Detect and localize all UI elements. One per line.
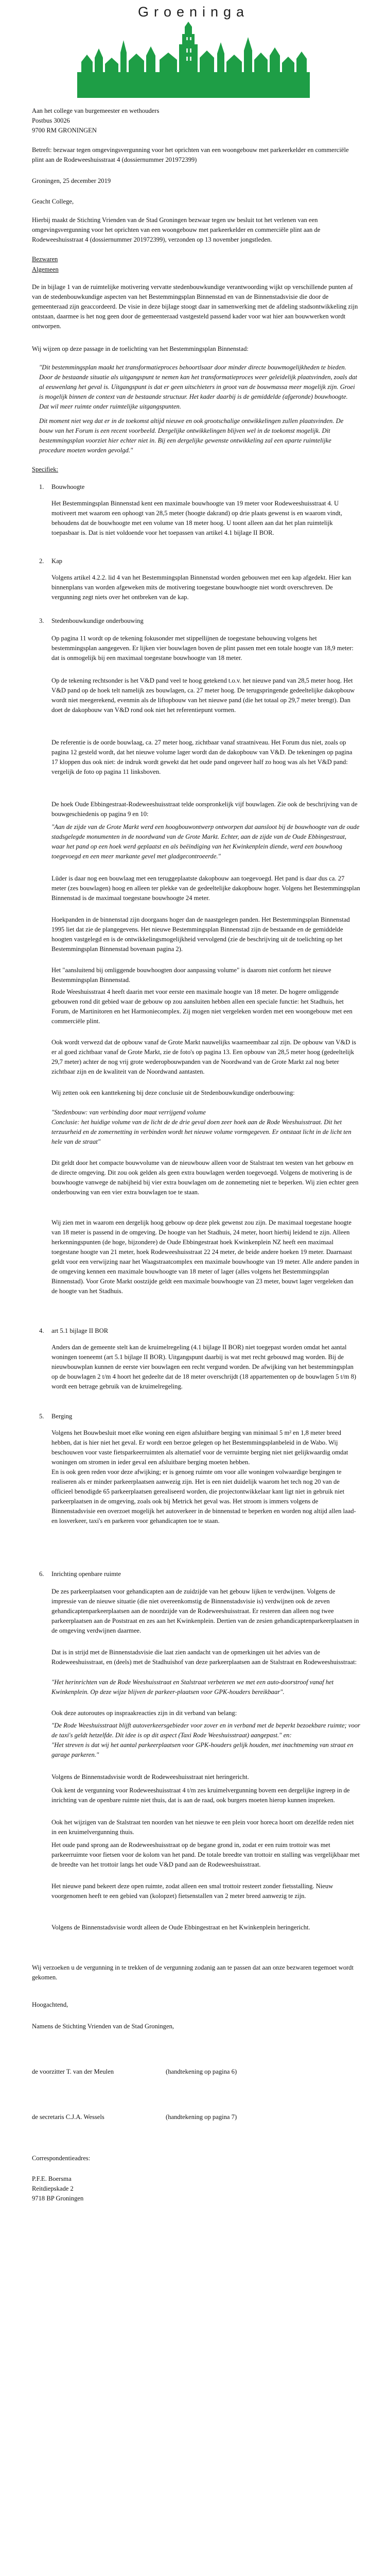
subject-line: Betreft: bezwaar tegen omgevingsvergunning voor het oprichten van een woongebouw met parkeerkelder en commerciële plint aan de Rodeweeshuisstraat 4 (dossiernummer 201972399) (32, 146, 349, 163)
stedenbouw-quote: "Stedenbouw: van verbinding door maat verrijgend volume Conclusie: het huidige volume van de licht de de drie geval doen zeer hoek aan de Rode Weeshuisstraat. Dit het terzuurheid en de zomernetting in verbinden wordt het nieuwe volume vormgegeven. Er ontstaat licht in de licht ten hele van de straat" (51, 1109, 351, 1145)
section-title-openbare-ruimte: Inrichting openbare ruimte (51, 1570, 121, 1578)
brand-name: Groeninga (137, 4, 250, 20)
address-line: 9700 RM GRONINGEN (32, 127, 97, 134)
stedenbouw-paragraph: Wij zien met in waarom een dergelijk hoog gebouw op deze plek gewenst zou zijn. De maximaal toegestane hoogte van 18 meter is passend in de omgeving. De hoogte van het Stadhuis, 24 meter, hoort hierbij leidend te zijn. Alleen herkenningspunten (de hoge, bijzondere) de Oude Ebbingestraat hoek Kwinkenplein NZ heeft een maximaal toegestane hoogte van 21 meter, hoek Rodeweeshuisstraat 22 24 meter, de beide andere hoeken 19 meter. Daarnaast geldt voor een verwijzing naar het Waagstraatcomplex een maximale bouwhoogte van 19 meter. Alle andere panden in de omgeving kennen een maximale bouwhoogte van 18 meter of lager (alles volgens het Bestemmingsplan Binnenstad). Voor Grote Markt oostzijde geldt een maximale bouwhoogte van 23 meter, bouwt lager vergeleken dan de hoogte van het Stadhuis. (51, 1219, 359, 1295)
openbare-ruimte-paragraph: Het nieuwe pand bekeert deze open ruimte, zodat alleen een smal trottoir resteert zonder fietsstalling. Nieuw voorgenomen heeft te een gebied van (kolopzet) fietsenstallen van 2 meter breed aanwezig te zijn. (51, 1883, 333, 1900)
stedenbouw-paragraph: Ook wordt verwezd dat de opbouw vanaf de Grote Markt nauwelijks waarneembaar zal zijn. De opbouw van V&D is er al goed zichtbaar vanaf de Grote Markt, zie de foto's op pagina 13. Een opbouw van 28,5 meter hoog (gedeeltelijk 29,7 meter) achter de nog vrij grote wederopbouwpanden van de Noordwand van de Grote Markt zal nog beter zichtbaar zijn en de kwaliteit van de Noordwand aantasten. (51, 1039, 356, 1075)
heading-algemeen: Algemeen (32, 266, 59, 273)
quote-bestemmingsplan-2: Dit moment niet weg dat er in de toekomst altijd nieuwe en ook grootschalige ontwikkelingen zullen plaatsvinden. De bouw van het Forum is een recent voorbeeld. Dergelijke ontwikkelingen blijven wel in de toekomst mogelijk. Dit bestemmingsplan voorziet hier echter niet in. Bij een dergelijke gewenste ontwikkeling zal een aparte ruimtelijke procedure moeten worden gevolgd." (39, 417, 344, 454)
openbare-ruimte-paragraph: Ook kent de vergunning voor Rodeweeshuisstraat 4 t/m zes kruimelvergunning bovem een dergelijke ingreep in de inrichting van de openbare ruimte niet thuis, dat is aan de raad, ook burgers moeten hierop kunnen inspreken. (51, 1787, 350, 1804)
openbare-ruimte-paragraph: Ook deze autoroutes op inspraakreacties zijn in dit verband van belang: (51, 1709, 237, 1717)
address-line: Aan het college van burgemeester en wethouders (32, 107, 160, 114)
openbare-ruimte-quote: "De Rode Weeshuisstraat blijft autoverkeersgebieder voor zover en in verband met de beperkt bezoekbare ruimte; voor de taxi's geldt hetzelfde. Dit idee is op dit aspect (Taxi Rode Weeshuisstraat) aangepast." en: "Het streven is dat wij het aantal parkeerplaatsen voor GPK-houders gelijk houden, met inachtneming van straat en garage parkeren." (51, 1722, 360, 1758)
names-intro: Namens de Stichting Vrienden van de Stad Groningen, (32, 2023, 174, 2030)
signer-chair-name: de voorzitter T. van der Meulen (32, 2068, 114, 2075)
recipient-address (32, 106, 361, 135)
openbare-ruimte-paragraph: Dat is in strijd met de Binnenstadsvisie die laat zien aandacht van de opmerkingen uit het advies van de Rodeweeshuisstraat, en (deels) met de Stadhuishof van deze parkeerplaatsen aan de Stalstraat en Rodeweeshuisstraat: (51, 1649, 357, 1666)
heading-specifiek: Specifiek: (32, 466, 59, 473)
openbare-ruimte-paragraph: Ook het wijzigen van de Stalstraat ten noorden van het nieuwe te een plein voor horeca hoort om dezelfde reden niet in een kruimelvergunning thuis. (51, 1819, 354, 1836)
correspondence-address (32, 2174, 361, 2204)
heading-bezwaren: Bezwaren (32, 256, 58, 263)
openbare-ruimte-paragraph: Volgens de Binnenstadsvisie wordt alleen de Oude Ebbingestraat en het Kwinkenplein heringericht. (51, 1924, 310, 1931)
section-body-berging: Volgens het Bouwbesluit moet elke woning een eigen afsluitbare berging van minimaal 5 m² en 1,8 meter breed hebben, dat is hier niet het geval. Er wordt een berzoe gelegen op het Bestemmingsplanbeleid in de Wabo. Wij beschouwen voor vaste fietsparkeerruimten als alternatief voor de verruimte berging niet niet gelijkwaardig omdat woningen om stromen in ieder geval een afsluitbare berging moeten hebben. En is ook geen reden voor deze afwijking; er is genoeg ruimte om voor alle woningen volwaardige bergingen te realiseren als er minder parkeerplaatsen aanwezig zijn. Het is een niet duidelijk waarom het tech nog 20 van de officieel benodigde 65 parkeerplaatsen gerealiseerd worden, die projectontwikkelaar kant ligt niet in gebruik niet parkeerplaatsen in de omgeving, zoals ook bij Metrick het geval was. Het stroom is immers volgens de Binnenstadsvisie een overzoet mogelijk het autoverkeer in de binnenstad te beperken en worden nog altijd allen laad- en losverkeer, taxi's en parkeren voor gehandicapten toe te staan. (51, 1429, 356, 1524)
intro-paragraph: Hierbij maakt de Stichting Vrienden van de Stad Groningen bezwaar tegen uw besluit tot het verlenen van een omgevingsvergunning voor het oprichten van een woongebouw met parkeerkelder en commerciële plint aan de Rodeweeshuisstraat 4 (dossiernummer 201972399), verzonden op 13 november jongstleden. (32, 216, 321, 243)
quote-bestemmingsplan: "Dit bestemmingsplan maakt het transformatieproces behoortlsaar door minder directe bouwmogelijkheden te bieden. Door de bestaande situatie als uitgangspunt te nemen kan het transformatieproces weer geleidelijk plaatsvinden, zoals dat al eeuwenlang het geval is. Uitgangspunt is dat er geen uitschieters in groot van de bouwmassa meer mogelijk zijn. Groei is mogelijk binnen de context van de bestaande structuur. Het kader daarbij is de gemiddelde (afgeronde) bouwhoogte. Dat wil meer ruimte onder ruimtelijke uitgangspunten. (39, 364, 357, 410)
section-number: 4. (39, 1327, 44, 1334)
section-title-stedenbouw: Stedenbouwkundige onderbouwing (51, 617, 144, 624)
letterhead (77, 3, 310, 98)
stedenbouw-paragraph: Het "aansluitend bij omliggende bouwhoogten door aanpassing volume" is daarom niet conform het nieuwe Bestemmingsplan Binnenstad. (51, 967, 331, 984)
section-number: 5. (39, 1413, 44, 1420)
signer-chair-note: (handtekening op pagina 6) (166, 2068, 237, 2075)
section-title-kap: Kap (51, 557, 62, 565)
closing-request: Wij verzoeken u de vergunning in te trekken of de vergunning zodanig aan te passen dat aan onze bezwaren tegemoet wordt gekomen. (32, 1964, 354, 1981)
signer-secretary (32, 2112, 361, 2122)
address-line: Postbus 30026 (32, 117, 70, 124)
closing-greeting: Hoogachtend, (32, 2001, 68, 2008)
algemeen-paragraph: De in bijlage 1 van de ruimtelijke motivering vervatte stedenbouwkundige verantwoording wijkt op verschillende punten af van de stedenbouwkundige aspecten van het Bestemmingsplan Binnenstad en van de Binnenstadsvisie die door de gemeenteraad zijn geaccordeerd. De visie in deze bijlage stoogt daar in samenwerking met de afdeling stadsontwikkeling zijn ontstaan, daarmee is het nog geen door de gemeenteraad vastgesteld passend kader voor wat hier aan bouwwerken wordt ontworpen. (32, 283, 358, 330)
section-body-kap: Volgens artikel 4.2.2. lid 4 van het Bestemmingsplan Binnenstad worden gebouwen met een kap afgedekt. Hier kan binnenplans van worden afgeweken mits de motivering toegestane bouwhoogte niet wordt overschreven. De vergunning zegt niets over het ontbreken van de kap. (51, 574, 351, 601)
correspondence-line: Reitdiepskade 2 (32, 2185, 74, 2192)
section-title-bor: art 5.1 bijlage II BOR (51, 1327, 109, 1334)
algemeen-reference: Wij wijzen op deze passage in de toelichting van het Bestemmingsplan Binnenstad: (32, 345, 249, 352)
correspondence-label: Correspondentieadres: (32, 2155, 91, 2162)
stedenbouw-paragraph: De hoek Oude Ebbingestraat-Rodeweeshuisstraat telde oorspronkelijk vijf bouwlagen. Zie ook de beschrijving van de bouwgeschiedenis op pagina 9 en 10: (51, 801, 358, 818)
signer-chair (32, 2067, 361, 2077)
section-body-bouwhoogte: Het Bestemmingsplan Binnenstad kent een maximale bouwhoogte van 19 meter voor Rodeweeshuisstraat 4. U motiveert met waarom een ophoogt van 28,5 meter (hoogte dakrand) op drie plaats gewenst is en waarom vindt, behoudens dat de bouwhoogte met een volume van 18 meter hoog. U toont alleen aan dat het plan ruimtelijk toepasbaar is. Dat is niet voldoende voor het toepassen van artikel 4.1 bijlage II BOR. (51, 500, 342, 536)
stedenbouw-quote: "Aan de zijde van de Grote Markt werd een hoogbouwontwerp ontworpen dat aansloot bij de bouwhoogte van de oude stadsgelegde monumenten in de noordwand van de Grote Markt. Echter, aan de zijde van de Oude Ebbingestraat, waar het pand op een hoek werd geplaatst en als beëindiging van het Kwinkenplein diende, werd een bouwhoog toegevoegd en een meer markante gevel met gladgecontroeerde." (51, 823, 360, 860)
stedenbouw-paragraph: De referentie is de oorde bouwlaag, ca. 27 meter hoog, zichtbaar vanaf straatniveau. Het Forum dus niet, zoals op pagina 12 gesteld wordt, dat het nieuwe volume lager wordt dan de dakopbouw van V&D. De tekeningen op pagina 17 kloppen dus ook niet: de indruk wordt gewekt dat het oude pand ongeveer half zo hoog was als het V&D pand: vergelijk de foto op pagina 11 linksboven. (51, 739, 353, 775)
correspondence-line: P.F.E. Boersma (32, 2175, 72, 2182)
signer-secretary-note: (handtekening op pagina 7) (166, 2113, 237, 2121)
section-number: 3. (39, 617, 44, 624)
city-skyline-logo (77, 22, 310, 98)
section-number: 2. (39, 557, 44, 565)
stedenbouw-paragraph: Lüder is daar nog een bouwlaag met een teruggeplaatste dakopbouw aan toegevoegd. Het pand is daar dus ca. 27 meter (zes bouwlagen) hoog en alleen ter plekke van de gedeeltelijke dakopbouw hoger. Volgens het Bestemmingsplan Binnenstad is de maximaal toegestane bouwhoogte 24 meter. (51, 875, 360, 902)
section-number: 6. (39, 1570, 44, 1578)
salutation: Geacht College, (32, 198, 74, 205)
openbare-ruimte-quote: "Het herinrichten van de Rode Weeshuisstraat en Stalstraat verbeteren we met een auto-doorstroof vanaf het Kwinkenplein. Op deze wijze blijven de parkeer-plaatsen voor GPK-houders bereikbaar". (51, 1679, 334, 1696)
openbare-ruimte-paragraph: De zes parkeerplaatsen voor gehandicapten aan de zuidzijde van het gebouw lijken te verdwijnen. Volgens de impressie van de nieuwe situatie (die niet overeenkomstig de Binnenstadsvisie is) verdwijnen ook de zeven gehandicaptenparkeerplaatsen aan de noordzijde van de Rodeweeshuisstraat. Er resteren dan alleen nog twee parkeerplaatsen aan de Poststraat en zes aan het Kwinkenplein. Dertien van de zesien gehandicaptenparkeerplaatsen in de omgeving verdwijnen daarmee. (51, 1588, 359, 1634)
section-title-bouwhoogte: Bouwhoogte (51, 483, 85, 490)
letter-date: Groningen, 25 december 2019 (32, 177, 111, 184)
section-number: 1. (39, 483, 44, 490)
stedenbouw-paragraph: Rode Weeshuisstraat 4 heeft daarin met voor eerste een maximale hoogte van 18 meter. De hogere omliggende gebouwen rond dit gebied waar de gebouw op zou aansluiten hebben allen een speciale functie: het Stadhuis, het Forum, de Martinitoren en het Harmoniecomplex. Zij mogen niet vergeleken worden met een woongebouw met een commerciële plint. (51, 988, 353, 1025)
openbare-ruimte-paragraph: Volgens de Binnenstadsvisie wordt de Rodeweeshuisstraat niet heringericht. (51, 1773, 249, 1781)
section-body-bor: Anders dan de gemeente stelt kan de kruimelregeling (4.1 bijlage II BOR) niet toegepast worden omdat het aantal woningen toeneemt (art 5.1 bijlage II BOR). Uitgangspunt daarbij is wat met recht gebouwd mag worden. Bij de nieuwbouwplan kunnen de eerste vier bouwlagen een recht vergund worden. De afwijking van het bestemmingsplan op de bouwlagen 2 t/m 4 hoort het gedeelte dat de 18 meter overschrijdt (18 appartementen op de bouwlagen 5 t/m 8) wordt een betrage gebruik van de kruimelregeling. (51, 1344, 357, 1390)
stedenbouw-paragraph: Wij zetten ook een kanttekening bij deze conclusie uit de Stedenbouwkundige onderbouwing: (51, 1089, 295, 1096)
stedenbouw-paragraph: Hoekpanden in de binnenstad zijn doorgaans hoger dan de naastgelegen panden. Het Bestemmingsplan Binnenstad 1995 liet dat zie de plangegevens. Het nieuwe Bestemmingsplan Binnenstad zijn de bestaande en de gemiddelde hoogten vastgelegd en is de ontwikkelingsmogelijkheid vervolgend (zie de beschrijving uit de toelichting op het Bestemmingsplan Binnenstad bovenaan pagina 2). (51, 916, 350, 953)
signer-secretary-name: de secretaris C.J.A. Wessels (32, 2113, 104, 2121)
section-title-berging: Berging (51, 1413, 73, 1420)
openbare-ruimte-paragraph: Het oude pand sprong aan de Rodeweeshuisstraat op de begane grond in, zodat er een ruim trottoir was met parkeerruimte voor fietsen voor de kolom van het pand. De totale breedte van trottoir en stalling was vergelijkbaar met de breedte van het trottoir langs het oude V&D pand aan de Rodeweeshuisstraat. (51, 1841, 360, 1868)
correspondence-line: 9718 BP Groningen (32, 2195, 84, 2202)
stedenbouw-paragraph: Op pagina 11 wordt op de tekening fokusonder met stippellijnen de toegestane behouwing volgens het bestemmingsplan aangegeven. Er lijken vier bouwlagen boven de plint passen met een totale hoogte van 18,9 meter: dat is onmogelijk bij een maximaal toegestane bouwhoogte van 18 meter. (51, 635, 354, 662)
stedenbouw-paragraph: Dit geldt door het compacte bouwvolume van de nieuwbouw alleen voor de Stalstraat ten westen van het gebouw en de directe omgeving. Dit zou ook gelden als geen extra bouwlagen werden toegevoegd. Volgens de motivering is de bouwhoogte vanwege de nabijheid bij vier extra bouwlagen om de zonnemeting niet te beperken. Wij zien echter geen onderbouwing van een vier extra bouwlagen toe te staan. (51, 1159, 359, 1196)
stedenbouw-paragraph: Op de tekening rechtsonder is het V&D pand veel te hoog getekend t.o.v. het nieuwe pand van 28,5 meter hoog. Het V&D pand op de hoek telt namelijk zes bouwlagen, ca. 27 meter hoog. De terugspringende gedeeltelijke dakopbouw wordt niet meegerekend, evenmin als de liftopbouw van het nieuwe pand (die het totaal op 29,7 meter brengt). Dan doet de dakopbouw van V&D rond ook niet het referentiepunt vormen. (51, 677, 355, 714)
